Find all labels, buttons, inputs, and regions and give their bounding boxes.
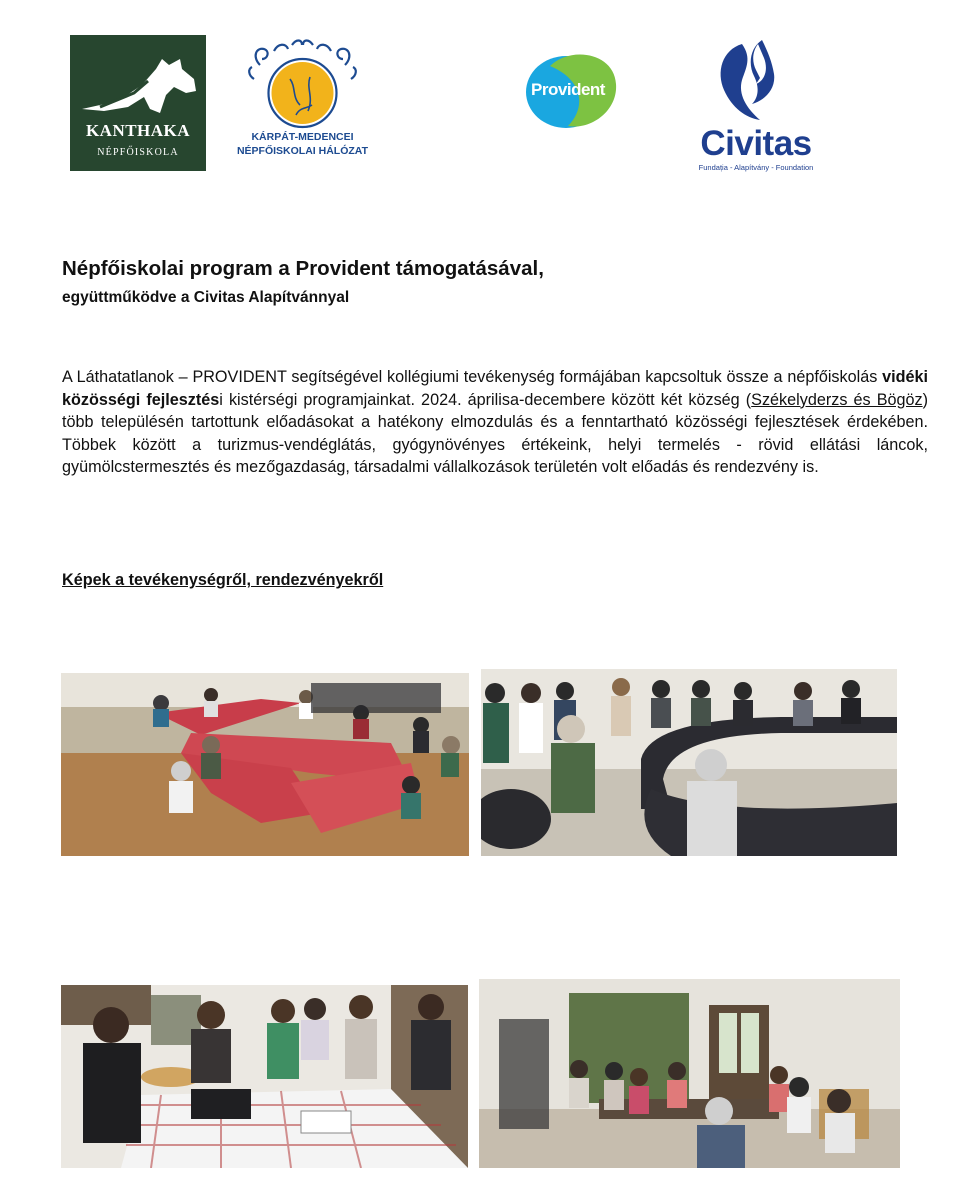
provident-wordmark: Provident — [531, 80, 605, 99]
karpat-emblem-icon — [230, 35, 375, 130]
civitas-wordmark: Civitas — [700, 124, 812, 163]
body-text-part-1: A Láthatatlanok – PROVIDENT segítségével kollégiumi tevékenység formájában kapcsoltuk össze a népfőiskolás — [62, 368, 883, 386]
event-photo-3 — [61, 985, 468, 1168]
kanthaka-title: KANTHAKA — [85, 121, 191, 140]
provident-logo — [522, 48, 618, 132]
event-photo-1 — [61, 673, 469, 856]
karpat-medencei-logo — [230, 35, 375, 170]
civitas-faces-icon — [686, 38, 826, 124]
body-bold-phrase: vidéki közösségi fejlesztés — [62, 368, 928, 409]
event-photo-4 — [479, 979, 900, 1168]
kanthaka-subtitle: NÉPFŐISKOLA — [97, 147, 179, 158]
body-text-part-2: i kistérségi programjainkat. 2024. áprilisa-decembere között két község ( — [219, 390, 752, 409]
civitas-logo — [686, 38, 826, 178]
body-text-part-3: ) több településén tartottunk előadásokat a hatékony elmozdulás és a fenntartható közösségi fejlesztések érdekében. Többek között a turizmus-vendéglátás, gyógynövényes értékeink, helyi termelés - rövid ellátási láncok, gyümölcstermesztés és mezőgazdaság, társadalmi vállalkozások területén volt előadás és rendezvény is. — [62, 390, 928, 477]
kanthaka-logo — [70, 35, 206, 171]
karpat-line-2: NÉPFŐISKOLAI HÁLÓZAT — [236, 145, 369, 157]
body-underlined-phrase: Székelyderzs és Bögöz — [751, 390, 923, 409]
page-subtitle: együttműködve a Civitas Alapítvánnyal — [62, 289, 350, 306]
karpat-line-1: KÁRPÁT-MEDENCEI — [251, 131, 354, 143]
page-title: Népfőiskolai program a Provident támogatásával, — [62, 257, 544, 280]
event-photo-2 — [481, 669, 897, 856]
section-title: Képek a tevékenységről, rendezvényekről — [62, 571, 384, 589]
body-paragraph — [62, 366, 928, 479]
civitas-tagline: Fundația - Alapítvány - Foundation — [698, 163, 814, 172]
